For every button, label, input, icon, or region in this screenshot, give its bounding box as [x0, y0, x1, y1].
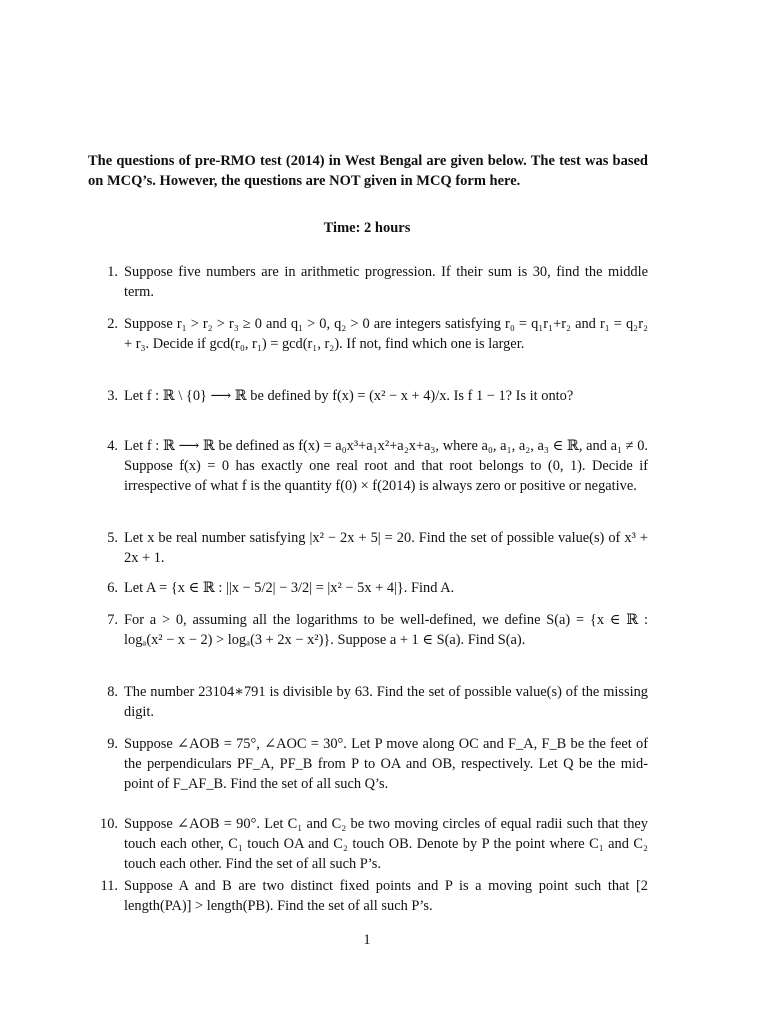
question-text: Suppose five numbers are in arithmetic progression. If their sum is 30, find the middle term. [124, 264, 648, 300]
question-text: For a > 0, assuming all the logarithms to be well-defined, we define S(a) = {x ∈ ℝ : logₐ(x² − x − 2) > logₐ(3 + 2x − x²)}. Suppose a + 1 ∈ S(a). Find S(a). [124, 612, 648, 648]
question-text: Let x be real number satisfying |x² − 2x + 5| = 20. Find the set of possible value(s) of x³ + 2x + 1. [124, 530, 648, 566]
question-text: Suppose r₁ > r₂ > r₃ ≥ 0 and q₁ > 0, q₂ > 0 are integers satisfying r₀ = q₁r₁+r₂ and r₁ = q₂r₂ + r₃. Decide if gcd(r₀, r₁) = gcd(r₁, r₂). If not, find which one is larger. [124, 316, 648, 352]
question-number: 11. [100, 878, 118, 894]
question-item [88, 682, 648, 722]
question-item [88, 610, 648, 650]
question-text: The number 23104∗791 is divisible by 63. Find the set of possible value(s) of the missing digit. [124, 684, 648, 720]
question-item [88, 314, 648, 354]
question-text: Suppose ∠AOB = 75°, ∠AOC = 30°. Let P move along OC and F_A, F_B be the feet of the perpendiculars PF_A, PF_B from P to OA and OB, respectively. Let Q be the mid-point of F_AF_B. Find the set of all such Q’s. [124, 736, 648, 792]
question-number: 9. [107, 736, 118, 752]
question-item [88, 578, 648, 598]
intro-paragraph: The questions of pre-RMO test (2014) in West Bengal are given below. The test was based on MCQ’s. However, the questions are NOT given in MCQ form here. [88, 153, 648, 190]
question-item [88, 814, 648, 874]
question-number: 8. [107, 684, 118, 700]
question-number: 7. [107, 612, 118, 628]
question-item [88, 528, 648, 568]
question-number: 2. [107, 316, 118, 332]
question-item [88, 436, 648, 496]
time-heading: Time: 2 hours [323, 220, 411, 236]
question-number: 3. [107, 388, 118, 404]
question-item [88, 734, 648, 794]
question-number: 6. [107, 580, 118, 596]
question-number: 1. [107, 264, 118, 280]
question-text: Let A = {x ∈ ℝ : ||x − 5/2| − 3/2| = |x² − 5x + 4|}. Find A. [124, 580, 455, 596]
question-item [88, 386, 648, 406]
question-text: Suppose ∠AOB = 90°. Let C₁ and C₂ be two moving circles of equal radii such that they touch each other, C₁ touch OA and C₂ touch OB. Denote by P the point where C₁ and C₂ touch each other. Find the set of all such P’s. [124, 816, 648, 872]
page-number: 1 [363, 932, 371, 948]
question-text: Let f : ℝ \ {0} ⟶ ℝ be defined by f(x) = (x² − x + 4)/x. Is f 1 − 1? Is it onto? [124, 388, 574, 404]
question-number: 10. [100, 816, 118, 832]
question-item [88, 876, 648, 916]
question-text: Suppose A and B are two distinct fixed points and P is a moving point such that [2 length(PA)] > length(PB). Find the set of all such P’s. [124, 878, 648, 914]
question-number: 5. [107, 530, 118, 546]
question-item [88, 262, 648, 302]
question-text: Let f : ℝ ⟶ ℝ be defined as f(x) = a₀x³+a₁x²+a₂x+a₃, where a₀, a₁, a₂, a₃ ∈ ℝ, and a₁ ≠ 0. Suppose f(x) = 0 has exactly one real root and that root belongs to (0, 1). Decide if irrespective of what f is the quantity f(0) × f(2014) is always zero or positive or negative. [124, 438, 648, 494]
question-number: 4. [107, 438, 118, 454]
